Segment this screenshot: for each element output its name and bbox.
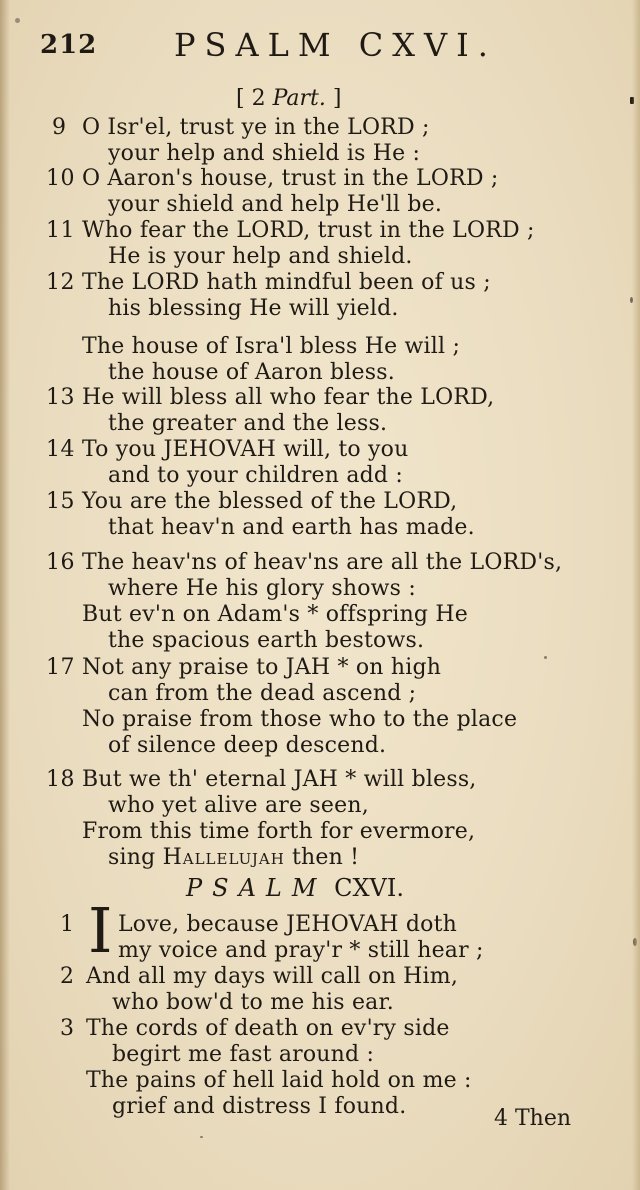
ink-speck: [544, 656, 547, 659]
verse-line: No praise from those who to the place: [82, 707, 518, 732]
verse-number: 3: [60, 1016, 75, 1041]
verse-text: sing: [108, 845, 163, 870]
ink-speck: [633, 938, 637, 946]
verse-line: of silence deep descend.: [108, 733, 387, 758]
verse-number: 16: [46, 550, 75, 575]
verse-number: 14: [46, 437, 75, 462]
verse-line: And all my days will call on Him,: [86, 964, 459, 989]
verse-line: From this time forth for evermore,: [82, 819, 476, 844]
part-heading: [236, 86, 341, 111]
part-word: Part.: [272, 86, 326, 111]
verse-line: your help and shield is He :: [108, 141, 421, 166]
verse-line: your shield and help He'll be.: [108, 192, 443, 217]
verse-line: grief and distress I found.: [112, 1094, 407, 1119]
psalm-heading-word: PSALM: [186, 874, 327, 902]
verse-line: To you JEHOVAH will, to you: [82, 437, 409, 462]
verse-line: He will bless all who fear the LORD,: [82, 385, 495, 410]
verse-line: where He his glory shows :: [108, 576, 416, 601]
verse-line: the spacious earth bestows.: [108, 628, 425, 653]
verse-line: The pains of hell laid hold on me :: [86, 1068, 472, 1093]
verse-number: 18: [46, 767, 75, 792]
catchword: 4 Then: [494, 1106, 572, 1131]
drop-cap: I: [88, 894, 113, 967]
verse-line: that heav'n and earth has made.: [108, 515, 475, 540]
verse-line: Not any praise to JAH * on high: [82, 655, 442, 680]
verse-line: He is your help and shield.: [108, 244, 413, 269]
verse-line: The house of Isra'l bless He will ;: [82, 334, 461, 359]
part-close: ]: [325, 86, 342, 111]
verse-line: But we th' eternal JAH * will bless,: [82, 767, 477, 792]
hallelujah-word: Hallelujah: [162, 845, 285, 870]
verse-line: O Aaron's house, trust in the LORD ;: [82, 166, 499, 191]
verse-line: Who fear the LORD, trust in the LORD ;: [82, 218, 535, 243]
verse-number: 13: [46, 385, 75, 410]
verse-line: You are the blessed of the LORD,: [82, 489, 458, 514]
part-open: [ 2: [236, 86, 273, 111]
verse-number: 17: [46, 655, 75, 680]
page-number: 212: [40, 30, 98, 60]
verse-line: O Isr'el, trust ye in the LORD ;: [82, 115, 430, 140]
running-title: PSALM CXVI.: [174, 26, 497, 64]
verse-text: then !: [284, 845, 360, 870]
verse-line: my voice and pray'r * still hear ;: [118, 938, 484, 963]
verse-number: 2: [60, 964, 75, 989]
verse-line: and to your children add :: [108, 463, 404, 488]
verse-line: can from the dead ascend ;: [108, 681, 417, 706]
verse-number: 15: [46, 489, 75, 514]
verse-number: 11: [46, 218, 75, 243]
verse-number: 1: [60, 912, 75, 937]
verse-line: his blessing He will yield.: [108, 296, 399, 321]
psalm-heading-number: CXVI.: [334, 874, 404, 902]
verse-line: who bow'd to me his ear.: [112, 990, 394, 1015]
verse-line: The LORD hath mindful been of us ;: [82, 270, 491, 295]
verse-line: The heav'ns of heav'ns are all the LORD's,: [82, 550, 563, 575]
psalm-heading: [186, 874, 404, 902]
ink-speck: [15, 18, 20, 23]
ink-speck: [200, 1136, 203, 1138]
verse-line: Love, because JEHOVAH doth: [118, 912, 458, 937]
verse-line: the house of Aaron bless.: [108, 360, 395, 385]
verse-line: the greater and the less.: [108, 411, 388, 436]
verse-line: begirt me fast around :: [112, 1042, 375, 1067]
verse-line: who yet alive are seen,: [108, 793, 369, 818]
verse-number: 12: [46, 270, 75, 295]
verse-line: [108, 845, 359, 870]
verse-line: But ev'n on Adam's * offspring He: [82, 602, 469, 627]
ink-speck: [630, 97, 634, 104]
verse-number: 10: [46, 166, 75, 191]
verse-number: 9: [52, 115, 67, 140]
ink-speck: [630, 297, 633, 303]
verse-line: The cords of death on ev'ry side: [86, 1016, 450, 1041]
